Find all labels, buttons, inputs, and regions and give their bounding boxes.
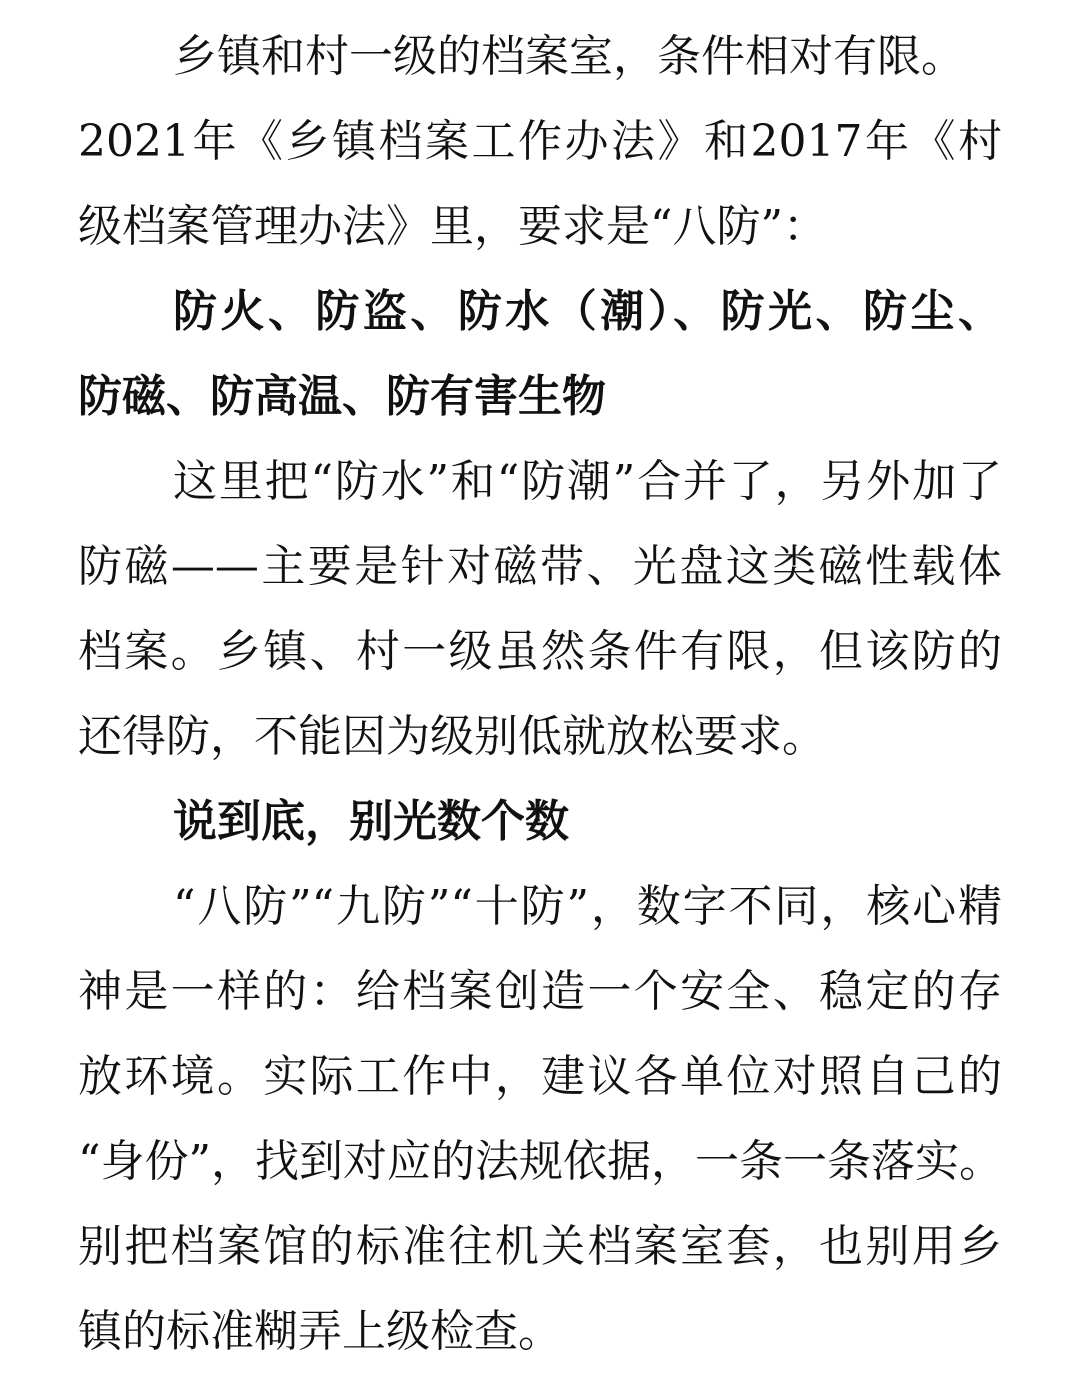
paragraph-line-11: “身份”，找到对应的法规依据，一条一条落实。: [78, 1136, 1003, 1187]
document-page: [78, 0, 1002, 1370]
bold-line-2: 防磁、防高温、防有害生物: [78, 371, 606, 422]
bold-line-1: 防火、防盗、防水（潮）、防光、防尘、: [173, 286, 1002, 337]
paragraph-line-7: 还得防，不能因为级别低就放松要求。: [78, 711, 826, 762]
paragraph-line-3: 级档案管理办法》里，要求是“八防”：: [78, 201, 827, 252]
paragraph-line-6: 档案。乡镇、村一级虽然条件有限，但该防的: [78, 626, 1002, 677]
paragraph-line-10: 放环境。实际工作中，建议各单位对照自己的: [78, 1051, 1002, 1102]
paragraph-line-12: 别把档案馆的标准往机关档案室套，也别用乡: [78, 1221, 1002, 1272]
paragraph-line-13: 镇的标准糊弄上级检查。: [78, 1306, 562, 1357]
section-heading: 说到底，别光数个数: [173, 796, 569, 847]
paragraph-line-8: “八防”“九防”“十防”，数字不同，核心精: [173, 881, 1002, 932]
paragraph-line-2: 2021年《乡镇档案工作办法》和2017年《村: [78, 116, 1002, 167]
paragraph-line-4: 这里把“防水”和“防潮”合并了，另外加了: [173, 456, 1002, 507]
paragraph-line-9: 神是一样的：给档案创造一个安全、稳定的存: [78, 966, 1002, 1017]
paragraph-line-5: 防磁——主要是针对磁带、光盘这类磁性载体: [78, 541, 1002, 592]
paragraph-line-1: 乡镇和村一级的档案室，条件相对有限。: [173, 31, 965, 82]
